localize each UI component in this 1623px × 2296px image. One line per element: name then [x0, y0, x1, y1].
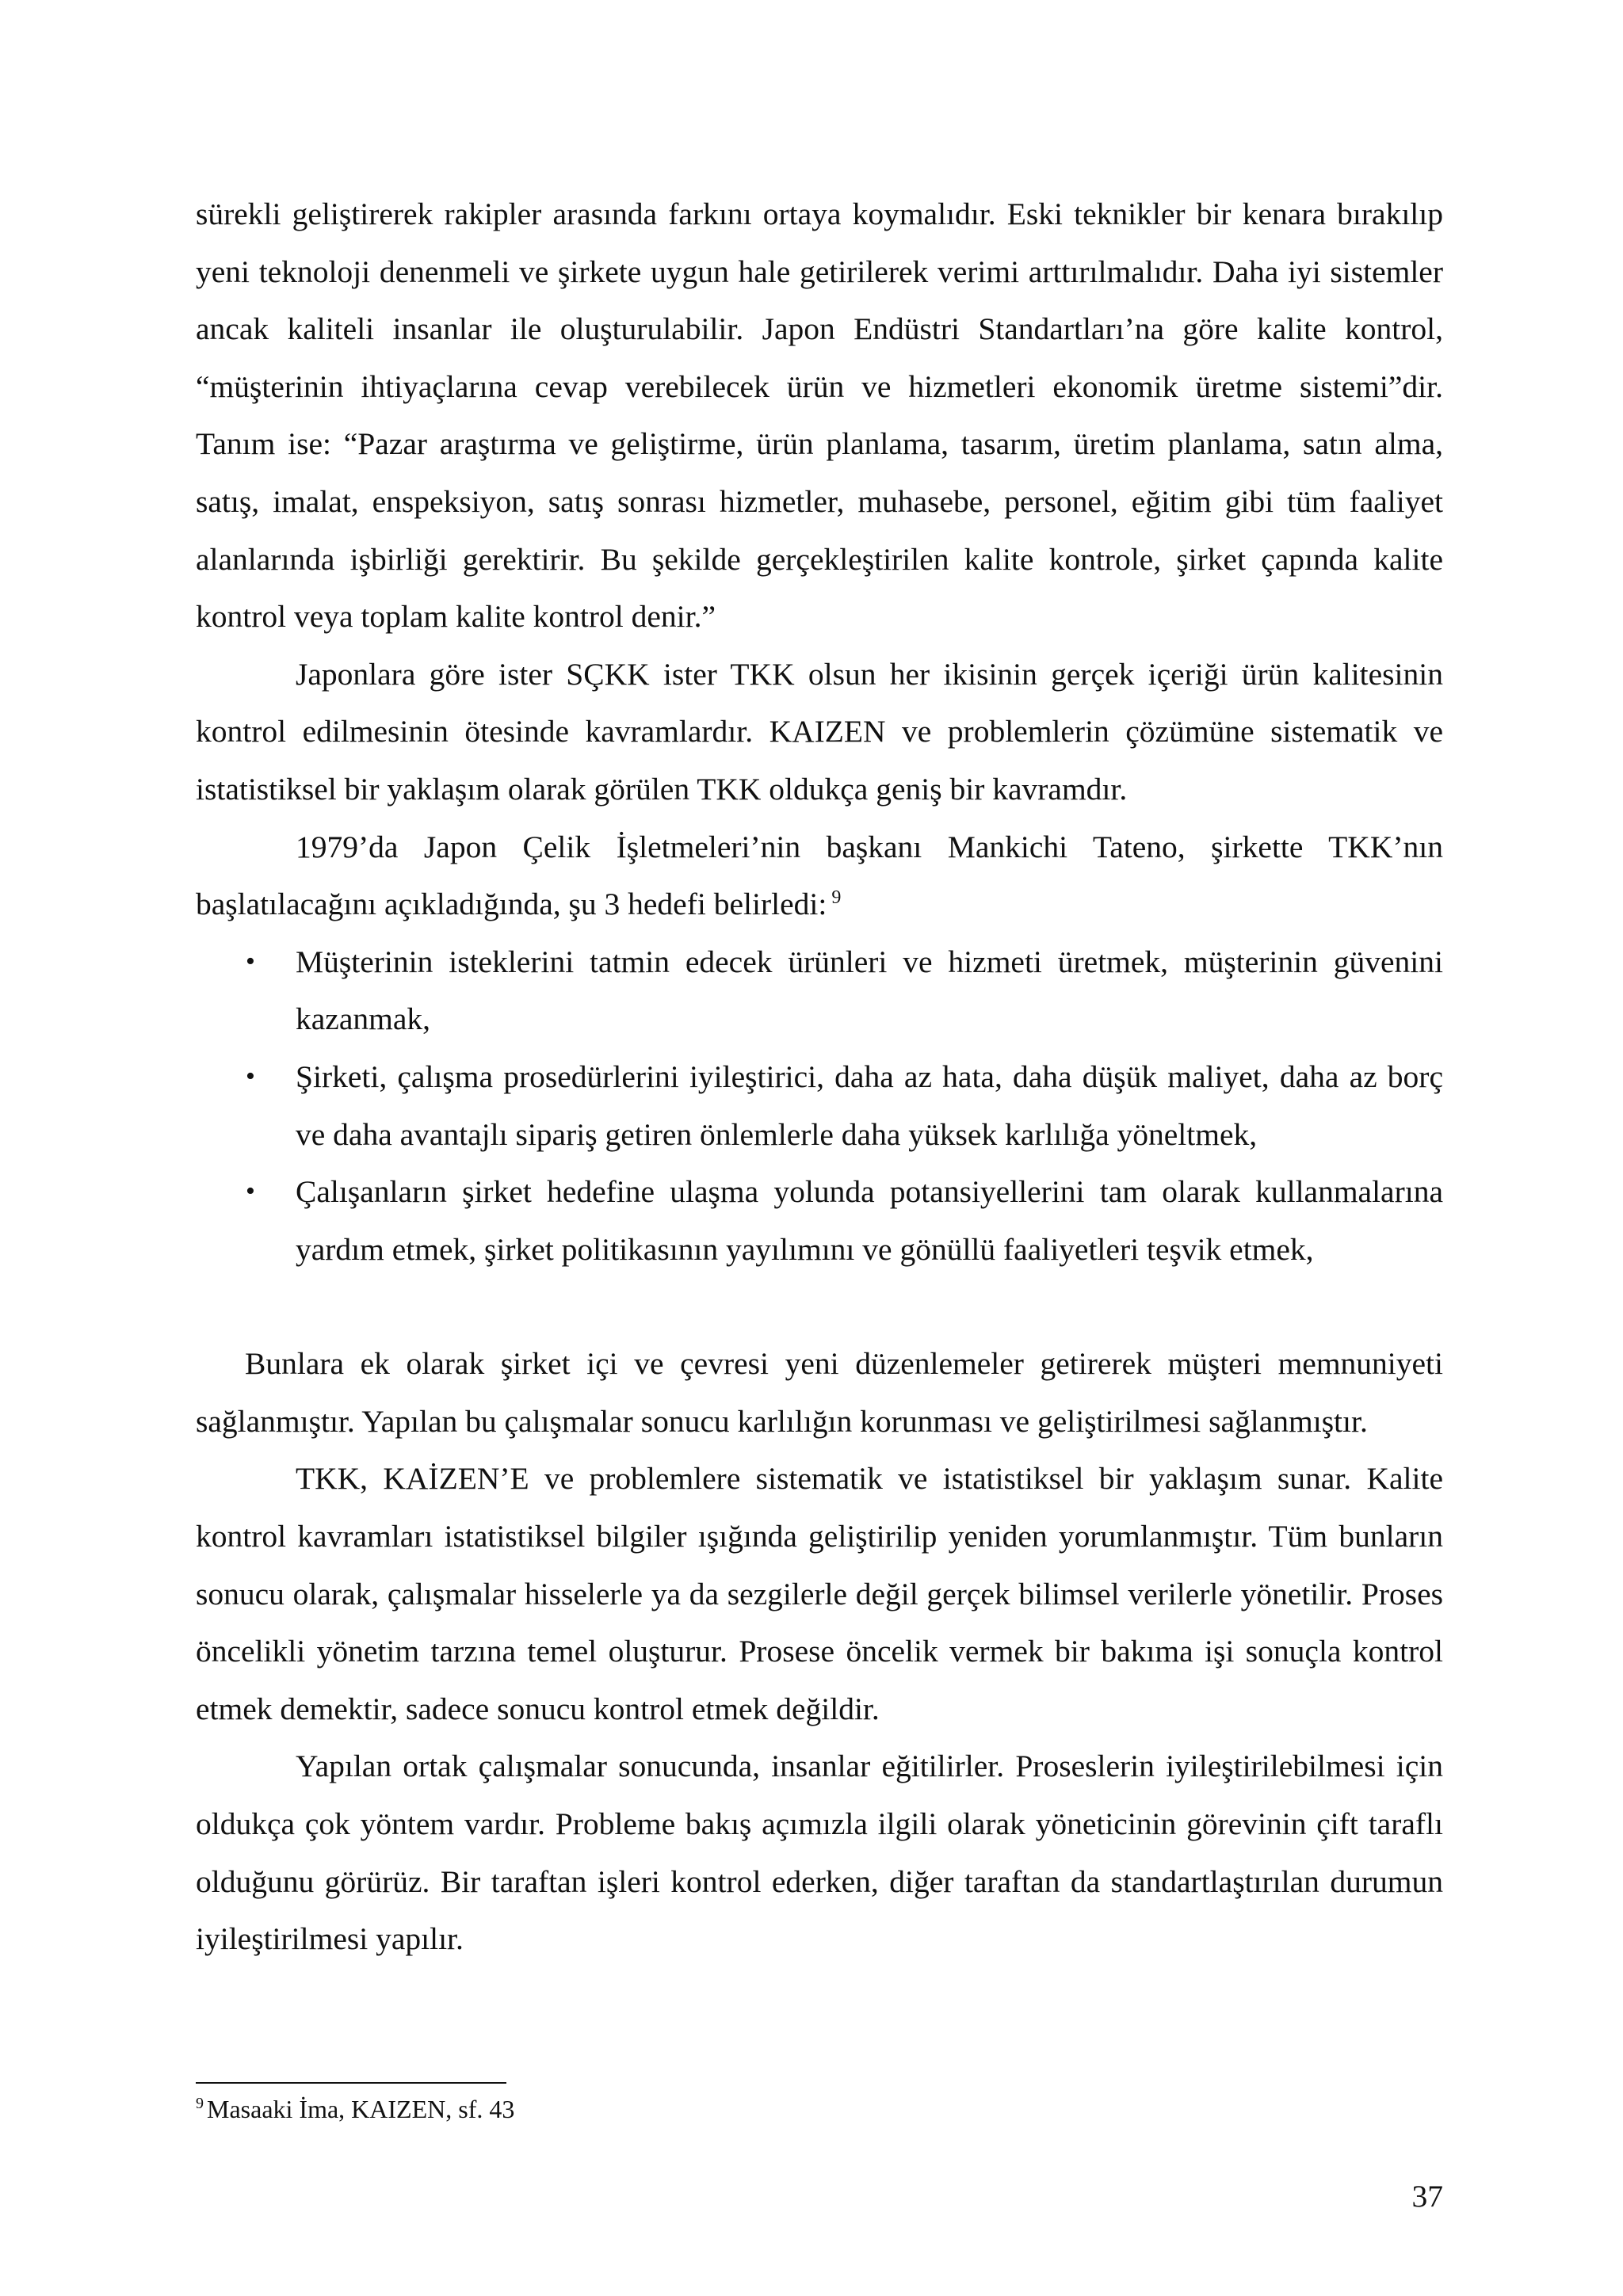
paragraph-continuation: sürekli geliştirerek rakipler arasında farkını ortaya koymalıdır. Eski teknikler bir kenara bırakılıp yeni teknoloji denenmeli ve şirkete uygun hale getirilerek verimi arttırılmalıdır. Daha iyi sistemler ancak kaliteli insanlar ile oluşturulabilir. Japon Endüstri Standartları’na göre kalite kontrol, “müşterinin ihtiyaçlarına cevap verebilecek ürün ve hizmetleri ekonomik üretme sistemi”dir. Tanım ise: “Pazar araştırma ve geliştirme, ürün planlama, tasarım, üretim planlama, satın alma, satış, imalat, enspeksiyon, satış sonrası hizmetler, muhasebe, personel, eğitim gibi tüm faaliyet alanlarında işbirliği gerektirir. Bu şekilde gerçekleştirilen kalite kontrole, şirket çapında kalite kontrol veya toplam kalite kontrol denir.” [196, 196, 1443, 635]
body-text [196, 185, 1443, 1968]
footnote-divider [196, 2082, 506, 2084]
bullet-icon: • [246, 1061, 255, 1091]
goals-list [196, 933, 1443, 1279]
paragraph-tateno-text: 1979’da Japon Çelik İşletmeleri’nin başkanı Mankichi Tateno, şirkette TKK’nın başlatılacağını açıkladığında, şu 3 hedefi belirledi: [196, 829, 1443, 922]
bullet-icon: • [246, 1177, 255, 1207]
list-item-text: Müşterinin isteklerini tatmin edecek ürünleri ve hizmeti üretmek, müşterinin güvenini kazanmak, [296, 944, 1443, 1037]
paragraph-gap [196, 1278, 1443, 1335]
paragraph-tkk-approach: TKK, KAİZEN’E ve problemlere sistematik ve istatistiksel bir yaklaşım sunar. Kalite kontrol kavramları istatistiksel bilgiler ışığında geliştirilip yeniden yorumlanmıştır. Tüm bunların sonucu olarak, çalışmalar hisselerle ya da sezgilerle değil gerçek bilimsel verilerle yönetilir. Proses öncelikli yönetim tarzına temel oluşturur. Prosese öncelik vermek bir bakıma işi sonuçla kontrol etmek demektir, sadece sonucu kontrol etmek değildir. [196, 1461, 1443, 1726]
paragraph-joint-work: Yapılan ortak çalışmalar sonucunda, insanlar eğitilirler. Proseslerin iyileştirilebilmesi için oldukça çok yöntem vardır. Probleme bakış açımızla ilgili olarak yöneticinin görevinin çift taraflı olduğunu görürüz. Bir taraftan işleri kontrol ederken, diğer taraftan da standartlaştırılan durumun iyileştirilmesi yapılır. [196, 1749, 1443, 1957]
paragraph-additions: Bunlara ek olarak şirket içi ve çevresi yeni düzenlemeler getirerek müşteri memnuniyeti sağlanmıştır. Yapılan bu çalışmalar sonucu karlılığın korunması ve geliştirilmesi sağlanmıştır. [196, 1346, 1443, 1439]
footnote-reference[interactable]: 9 [831, 887, 842, 909]
list-item-text: Şirketi, çalışma prosedürlerini iyileştirici, daha az hata, daha düşük maliyet, daha az borç ve daha avantajlı sipariş getiren önlemlerle daha yüksek karlılığa yöneltmek, [296, 1058, 1443, 1152]
footnote [196, 2093, 514, 2125]
list-item [196, 933, 1443, 1048]
paragraph-japanese-view: Japonlara göre ister SÇKK ister TKK olsun her ikisinin gerçek içeriği ürün kalitesinin kontrol edilmesinin ötesinde kavramlardır. KAIZEN ve problemlerin çözümüne sistematik ve istatistiksel bir yaklaşım olarak görülen TKK oldukça geniş bir kavramdır. [196, 656, 1443, 807]
page-number: 37 [1411, 2179, 1443, 2214]
footnote-number: 9 [196, 2095, 204, 2112]
paragraph-tateno-goals [196, 818, 1443, 933]
bullet-icon: • [246, 946, 255, 976]
list-item-text: Çalışanların şirket hedefine ulaşma yolunda potansiyellerini tam olarak kullanmalarına yardım etmek, şirket politikasının yayılımını ve gönüllü faaliyetleri teşvik etmek, [296, 1174, 1443, 1267]
list-item [196, 1163, 1443, 1278]
list-item [196, 1048, 1443, 1163]
footnote-text: Masaaki İma, KAIZEN, sf. 43 [207, 2095, 515, 2123]
